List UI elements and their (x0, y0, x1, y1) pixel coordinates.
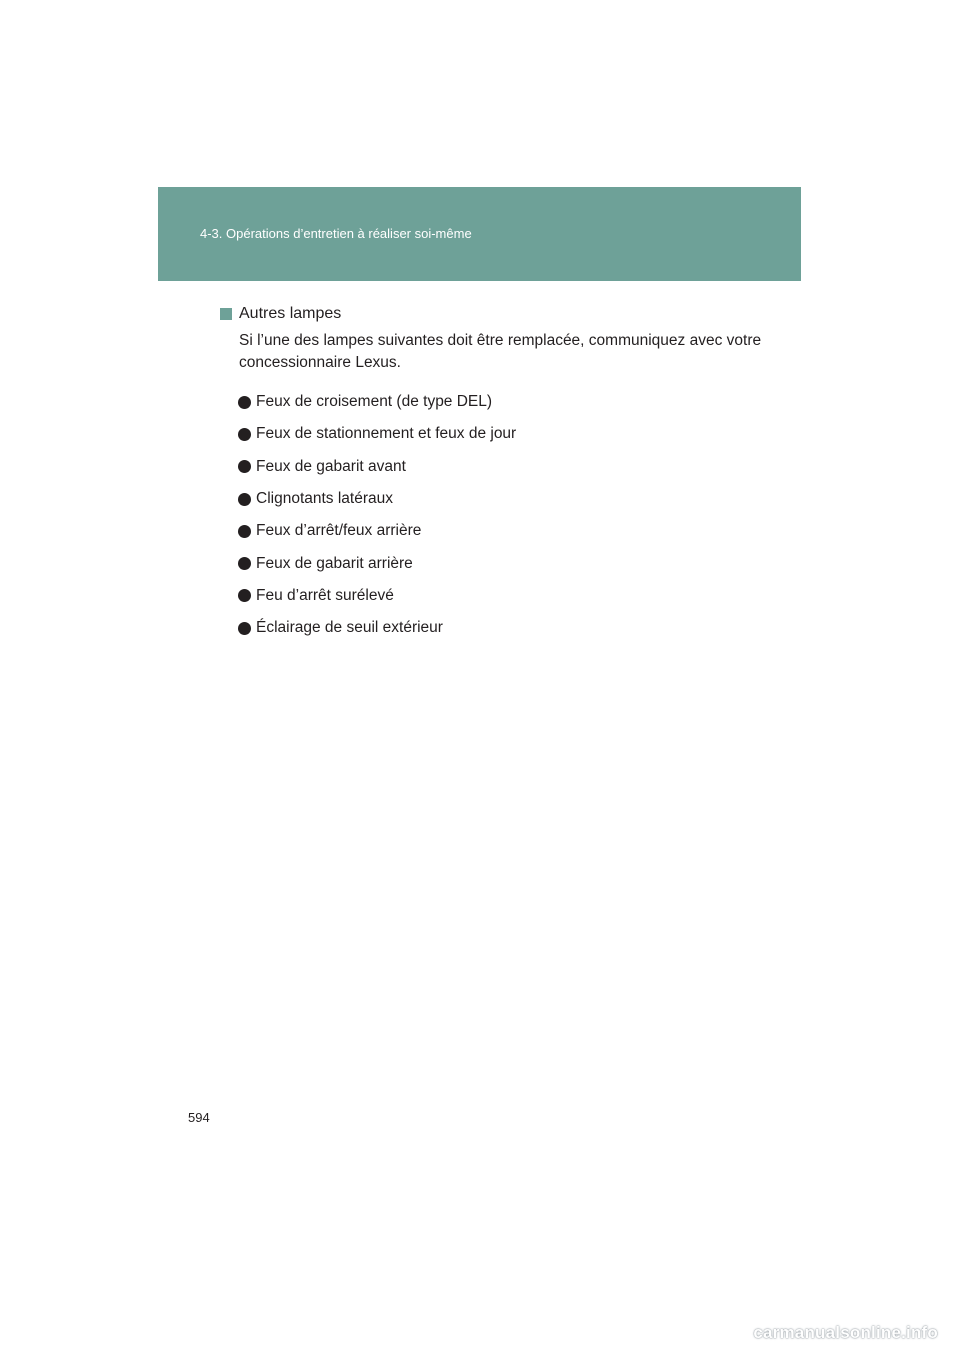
list-item (238, 580, 516, 612)
list-item-text: Feux de gabarit arrière (256, 554, 413, 572)
list-item-text: Feux de croisement (de type DEL) (256, 393, 493, 411)
bullet-dot-icon (238, 460, 251, 473)
watermark: carmanualsonline.info (753, 1323, 938, 1342)
square-bullet-icon (220, 308, 232, 320)
list-item-text: Éclairage de seuil extérieur (256, 619, 443, 637)
list-item (238, 418, 516, 450)
list-item-text: Feu d’arrêt surélevé (256, 586, 394, 604)
page-number: 594 (188, 1110, 210, 1125)
section-title: 4-3. Opérations d’entretien à réaliser soi-même (200, 226, 472, 241)
bullet-dot-icon (238, 396, 251, 409)
intro-paragraph: Si l’une des lampes suivantes doit être remplacée, communiquez avec votre concessionnaire Lexus. (239, 332, 762, 371)
list-item (238, 483, 516, 515)
subsection-heading (220, 305, 341, 323)
list-item-text: Feux de gabarit avant (256, 457, 406, 475)
list-item (238, 547, 516, 579)
bullet-dot-icon (238, 493, 251, 506)
list-item (238, 612, 516, 644)
bullet-dot-icon (238, 589, 251, 602)
list-item-text: Clignotants latéraux (256, 490, 393, 508)
bullet-dot-icon (238, 525, 251, 538)
bullet-dot-icon (238, 557, 251, 570)
lamp-list (238, 386, 516, 644)
bullet-dot-icon (238, 428, 251, 441)
list-item-text: Feux de stationnement et feux de jour (256, 425, 517, 443)
section-header-band (158, 187, 801, 281)
list-item (238, 451, 516, 483)
subsection-heading-text: Autres lampes (239, 305, 342, 322)
list-item (238, 515, 516, 547)
list-item (238, 386, 516, 418)
list-item-text: Feux d’arrêt/feux arrière (256, 522, 422, 540)
bullet-dot-icon (238, 622, 251, 635)
